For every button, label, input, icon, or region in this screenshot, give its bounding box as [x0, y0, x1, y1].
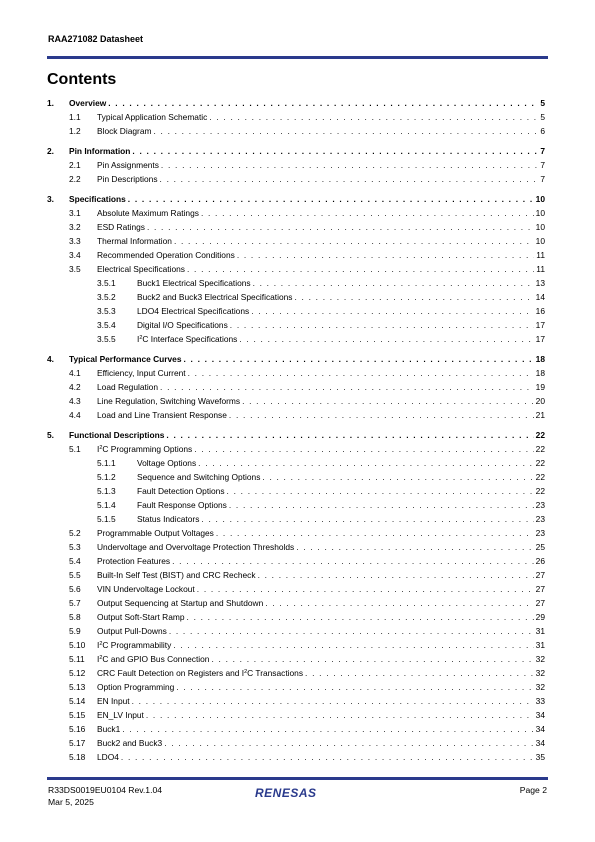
toc-entry[interactable]	[47, 709, 545, 721]
toc-entry-title: Option Programming	[97, 682, 175, 692]
toc-entry[interactable]	[47, 457, 545, 469]
toc-entry-number: 5.1.2	[97, 472, 116, 482]
toc-entry-number: 1.1	[69, 112, 81, 122]
toc-dot-leader	[184, 353, 534, 365]
toc-entry-number: 2.	[47, 146, 54, 156]
toc-entry-title: LDO4 Electrical Specifications	[137, 306, 250, 316]
toc-entry-page: 25	[535, 542, 545, 552]
toc-title-superscript: 2	[99, 641, 103, 647]
toc-entry-number: 5.3	[69, 542, 81, 552]
toc-dot-leader	[201, 207, 534, 219]
toc-dot-leader	[164, 737, 533, 749]
toc-entry-title: Buck2 and Buck3	[97, 738, 163, 748]
toc-entry-title: Functional Descriptions	[69, 430, 165, 440]
toc-entry-number: 5.18	[69, 752, 86, 762]
toc-dot-leader	[209, 111, 538, 123]
toc-entry[interactable]	[47, 569, 545, 581]
toc-entry[interactable]	[47, 429, 545, 441]
toc-title-superscript: 2	[139, 335, 143, 341]
toc-dot-leader	[229, 409, 534, 421]
toc-entry-title: Pin Descriptions	[97, 174, 158, 184]
toc-entry-page: 22	[535, 458, 545, 468]
toc-entry-title: Pin Assignments	[97, 160, 159, 170]
toc-entry-title: Typical Performance Curves	[69, 354, 182, 364]
toc-dot-leader	[294, 291, 533, 303]
toc-dot-leader	[198, 457, 534, 469]
toc-entry[interactable]	[47, 367, 545, 379]
footer-rule	[47, 777, 548, 780]
toc-entry[interactable]	[47, 409, 545, 421]
toc-entry-title: Undervoltage and Overvoltage Protection Thresholds	[97, 542, 295, 552]
toc-entry-page: 29	[535, 612, 545, 622]
toc-entry[interactable]	[47, 555, 545, 567]
toc-dot-leader	[211, 653, 533, 665]
toc-entry-page: 20	[535, 396, 545, 406]
toc-entry[interactable]	[47, 485, 545, 497]
toc-entry-title: Programmable Output Voltages	[97, 528, 214, 538]
toc-entry-page: 23	[535, 500, 545, 510]
toc-entry-title: Buck2 and Buck3 Electrical Specifications	[137, 292, 293, 302]
toc-entry[interactable]	[47, 333, 545, 345]
toc-entry-page: 7	[540, 174, 545, 184]
toc-entry-number: 3.5	[69, 264, 81, 274]
toc-entry[interactable]	[47, 541, 545, 553]
toc-title-part: C Transactions	[247, 668, 304, 678]
renesas-logo: RENESAS	[255, 786, 317, 800]
toc-entry[interactable]	[47, 193, 545, 205]
toc-entry-number: 5.	[47, 430, 54, 440]
toc-entry-title: Output Sequencing at Startup and Shutdown	[97, 598, 264, 608]
toc-entry-title: Efficiency, Input Current	[97, 368, 186, 378]
toc-dot-leader	[176, 681, 533, 693]
toc-title-part: I	[137, 334, 140, 344]
toc-dot-leader	[121, 751, 534, 763]
toc-dot-leader	[242, 395, 534, 407]
toc-entry-title: Fault Detection Options	[137, 486, 225, 496]
toc-entry-page: 26	[535, 556, 545, 566]
toc-title-part: CRC Fault Detection on Registers and I	[97, 668, 245, 678]
toc-entry-number: 4.3	[69, 396, 81, 406]
toc-entry-page: 34	[535, 724, 545, 734]
toc-entry[interactable]	[47, 597, 545, 609]
toc-entry-page: 32	[535, 682, 545, 692]
toc-title-part: C Interface Specifications	[142, 334, 238, 344]
toc-entry-number: 4.2	[69, 382, 81, 392]
toc-entry-page: 22	[535, 486, 545, 496]
toc-entry-page: 31	[535, 640, 545, 650]
toc-entry-title: Voltage Options	[137, 458, 197, 468]
toc-entry-number: 4.4	[69, 410, 81, 420]
toc-entry[interactable]	[47, 723, 545, 735]
toc-entry-page: 22	[535, 472, 545, 482]
toc-entry-page: 34	[535, 738, 545, 748]
toc-entry[interactable]	[47, 173, 545, 185]
footer-doc-id: R33DS0019EU0104 Rev.1.04	[48, 785, 163, 795]
toc-entry[interactable]	[47, 235, 545, 247]
toc-entry-number: 5.17	[69, 738, 86, 748]
toc-entry-number: 5.1.3	[97, 486, 116, 496]
toc-entry-number: 5.11	[69, 654, 85, 664]
toc-entry-number: 1.2	[69, 126, 81, 136]
toc-entry-page: 22	[535, 444, 545, 454]
toc-entry-title: VIN Undervoltage Lockout	[97, 584, 195, 594]
toc-entry-title: Output Soft-Start Ramp	[97, 612, 185, 622]
toc-dot-leader	[216, 527, 534, 539]
toc-entry-page: 5	[540, 112, 545, 122]
toc-entry-number: 3.5.3	[97, 306, 116, 316]
toc-entry[interactable]	[47, 221, 545, 233]
toc-entry-title: Recommended Operation Conditions	[97, 250, 235, 260]
toc-entry-title: Load and Line Transient Response	[97, 410, 227, 420]
toc-entry-page: 34	[535, 710, 545, 720]
toc-entry-title: Line Regulation, Switching Waveforms	[97, 396, 241, 406]
toc-dot-leader	[188, 367, 534, 379]
toc-entry-page: 11	[536, 250, 545, 260]
footer-page-number: Page 2	[519, 785, 547, 795]
toc-entry[interactable]	[47, 443, 545, 455]
toc-entry-title: Load Regulation	[97, 382, 159, 392]
toc-entry-number: 5.7	[69, 598, 81, 608]
toc-entry[interactable]	[47, 249, 545, 261]
toc-dot-leader	[174, 235, 534, 247]
toc-entry-title	[97, 443, 194, 455]
toc-entry-page: 7	[540, 160, 545, 170]
toc-dot-leader	[197, 583, 534, 595]
toc-entry-title	[97, 667, 305, 679]
toc-dot-leader	[187, 263, 534, 275]
toc-entry-title: LDO4	[97, 752, 119, 762]
toc-entry-number: 5.5	[69, 570, 81, 580]
toc-dot-leader	[265, 597, 533, 609]
toc-title-part: C and GPIO Bus Connection	[102, 654, 210, 664]
toc-dot-leader	[296, 541, 533, 553]
toc-entry[interactable]	[47, 111, 545, 123]
toc-dot-leader	[108, 97, 538, 109]
toc-entry-number: 5.12	[69, 668, 86, 678]
toc-entry-number: 5.15	[69, 710, 86, 720]
toc-entry-page: 10	[535, 222, 545, 232]
toc-title-part: I	[97, 654, 100, 664]
toc-entry[interactable]	[47, 305, 545, 317]
toc-entry-number: 5.16	[69, 724, 86, 734]
toc-entry-page: 6	[540, 126, 545, 136]
toc-entry-page: 5	[540, 98, 545, 108]
toc-entry[interactable]	[47, 291, 545, 303]
toc-entry-number: 3.4	[69, 250, 81, 260]
toc-entry-title: Buck1	[97, 724, 121, 734]
toc-entry[interactable]	[47, 751, 545, 763]
toc-entry-title: EN_LV Input	[97, 710, 144, 720]
toc-entry[interactable]	[47, 527, 545, 539]
toc-entry-title	[97, 639, 173, 651]
toc-entry-page: 10	[535, 194, 545, 204]
toc-dot-leader	[172, 555, 534, 567]
toc-dot-leader	[258, 569, 534, 581]
toc-dot-leader	[305, 667, 534, 679]
toc-entry-number: 5.8	[69, 612, 81, 622]
toc-entry-number: 5.14	[69, 696, 86, 706]
toc-entry[interactable]	[47, 583, 545, 595]
toc-entry-title: Digital I/O Specifications	[137, 320, 228, 330]
toc-entry[interactable]	[47, 263, 545, 275]
toc-entry-number: 5.1.1	[97, 458, 116, 468]
toc-entry[interactable]	[47, 625, 545, 637]
toc-entry-title: Buck1 Electrical Specifications	[137, 278, 251, 288]
toc-entry-page: 32	[535, 668, 545, 678]
toc-title-part: C Programming Options	[102, 444, 193, 454]
toc-entry-number: 5.4	[69, 556, 81, 566]
toc-entry-page: 10	[535, 236, 545, 246]
toc-entry-number: 3.2	[69, 222, 81, 232]
header-rule	[47, 56, 548, 59]
toc-entry[interactable]	[47, 353, 545, 365]
toc-entry-title: ESD Ratings	[97, 222, 145, 232]
toc-entry-page: 27	[535, 584, 545, 594]
toc-entry[interactable]	[47, 471, 545, 483]
contents-heading: Contents	[47, 71, 117, 88]
toc-entry-title: Fault Response Options	[137, 500, 227, 510]
toc-entry-page: 13	[535, 278, 545, 288]
toc-entry[interactable]	[47, 695, 545, 707]
toc-entry-page: 18	[535, 354, 545, 364]
toc-title-superscript: 2	[99, 445, 103, 451]
toc-entry-number: 5.10	[69, 640, 86, 650]
toc-entry-page: 32	[535, 654, 545, 664]
toc-entry-number: 5.1.4	[97, 500, 116, 510]
toc-entry-number: 3.5.4	[97, 320, 116, 330]
toc-dot-leader	[251, 305, 533, 317]
toc-entry[interactable]	[47, 145, 545, 157]
toc-dot-leader	[201, 513, 533, 525]
toc-entry-number: 5.2	[69, 528, 81, 538]
toc-entry-title: Sequence and Switching Options	[137, 472, 261, 482]
toc-entry-page: 27	[535, 598, 545, 608]
toc-entry-title: Overview	[69, 98, 107, 108]
toc-entry[interactable]	[47, 639, 545, 651]
toc-entry[interactable]	[47, 207, 545, 219]
toc-dot-leader	[262, 471, 533, 483]
toc-entry-page: 22	[535, 430, 545, 440]
toc-entry-title: Typical Application Schematic	[97, 112, 208, 122]
toc-entry-page: 17	[535, 334, 545, 344]
toc-entry[interactable]	[47, 381, 545, 393]
toc-entry[interactable]	[47, 513, 545, 525]
header-title: RAA271082 Datasheet	[48, 34, 144, 44]
toc-entry[interactable]	[47, 395, 545, 407]
toc-title-superscript: 2	[244, 669, 248, 675]
toc-dot-leader	[132, 145, 538, 157]
toc-dot-leader	[253, 277, 534, 289]
toc-dot-leader	[160, 173, 539, 185]
toc-entry-page: 31	[535, 626, 545, 636]
toc-entry[interactable]	[47, 499, 545, 511]
toc-entry-number: 4.1	[69, 368, 81, 378]
toc-entry-page: 21	[535, 410, 545, 420]
toc-dot-leader	[187, 611, 534, 623]
toc-dot-leader	[132, 695, 534, 707]
toc-entry-page: 16	[535, 306, 545, 316]
toc-dot-leader	[194, 443, 533, 455]
toc-entry-number: 4.	[47, 354, 54, 364]
toc-entry-page: 35	[535, 752, 545, 762]
toc-entry-number: 5.1.5	[97, 514, 116, 524]
toc-title-part: I	[97, 640, 100, 650]
toc-entry[interactable]	[47, 737, 545, 749]
toc-entry-page: 19	[535, 382, 545, 392]
toc-entry-title: Specifications	[69, 194, 126, 204]
toc-dot-leader	[230, 319, 534, 331]
toc-dot-leader	[161, 159, 538, 171]
toc-entry[interactable]	[47, 125, 545, 137]
toc-dot-leader	[128, 193, 534, 205]
toc-entry-number: 5.6	[69, 584, 81, 594]
toc-entry-title: Status Indicators	[137, 514, 200, 524]
toc-dot-leader	[229, 499, 534, 511]
toc-entry-page: 10	[535, 208, 545, 218]
toc-entry-title	[137, 333, 239, 345]
toc-entry[interactable]	[47, 667, 545, 679]
toc-dot-leader	[166, 429, 533, 441]
toc-entry-title: Output Pull-Downs	[97, 626, 167, 636]
toc-entry-title: Absolute Maximum Ratings	[97, 208, 199, 218]
toc-entry-number: 3.5.5	[97, 334, 116, 344]
toc-entry-number: 3.5.2	[97, 292, 116, 302]
toc-dot-leader	[153, 125, 538, 137]
toc-entry-page: 27	[535, 570, 545, 580]
toc-dot-leader	[147, 221, 534, 233]
toc-entry-page: 7	[540, 146, 545, 156]
toc-entry-number: 3.	[47, 194, 54, 204]
toc-dot-leader	[237, 249, 534, 261]
toc-entry[interactable]	[47, 277, 545, 289]
toc-dot-leader	[160, 381, 534, 393]
toc-title-superscript: 2	[99, 655, 103, 661]
toc-entry[interactable]	[47, 681, 545, 693]
toc-dot-leader	[146, 709, 534, 721]
toc-entry-page: 23	[535, 514, 545, 524]
toc-dot-leader	[122, 723, 533, 735]
toc-dot-leader	[239, 333, 533, 345]
toc-entry-page: 11	[536, 264, 545, 274]
toc-dot-leader	[173, 639, 533, 651]
toc-entry-title: Pin Information	[69, 146, 131, 156]
toc-entry-page: 33	[535, 696, 545, 706]
toc-entry-number: 3.5.1	[97, 278, 116, 288]
toc-entry-number: 2.2	[69, 174, 81, 184]
toc-entry-page: 17	[535, 320, 545, 330]
toc-entry-title: EN Input	[97, 696, 130, 706]
toc-entry[interactable]	[47, 97, 545, 109]
toc-entry-number: 5.13	[69, 682, 86, 692]
toc-entry[interactable]	[47, 653, 545, 665]
toc-entry-number: 2.1	[69, 160, 81, 170]
toc-entry-page: 18	[535, 368, 545, 378]
toc-entry-title: Electrical Specifications	[97, 264, 185, 274]
toc-entry[interactable]	[47, 611, 545, 623]
toc-entry-title: Protection Features	[97, 556, 171, 566]
toc-entry-number: 5.1	[69, 444, 81, 454]
toc-dot-leader	[227, 485, 534, 497]
toc-entry-title	[97, 653, 211, 665]
toc-entry-page: 23	[535, 528, 545, 538]
toc-dot-leader	[169, 625, 534, 637]
toc-entry-title: Block Diagram	[97, 126, 152, 136]
toc-entry-title: Thermal Information	[97, 236, 172, 246]
toc-title-part: C Programmability	[102, 640, 172, 650]
toc-entry-title: Built-In Self Test (BIST) and CRC Recheck	[97, 570, 256, 580]
toc-entry-number: 5.9	[69, 626, 81, 636]
footer-date: Mar 5, 2025	[48, 797, 94, 807]
toc-entry-number: 1.	[47, 98, 54, 108]
toc-entry-page: 14	[535, 292, 545, 302]
toc-entry-number: 3.1	[69, 208, 81, 218]
toc-entry[interactable]	[47, 319, 545, 331]
toc-entry[interactable]	[47, 159, 545, 171]
toc-title-part: I	[97, 444, 100, 454]
toc-entry-number: 3.3	[69, 236, 81, 246]
